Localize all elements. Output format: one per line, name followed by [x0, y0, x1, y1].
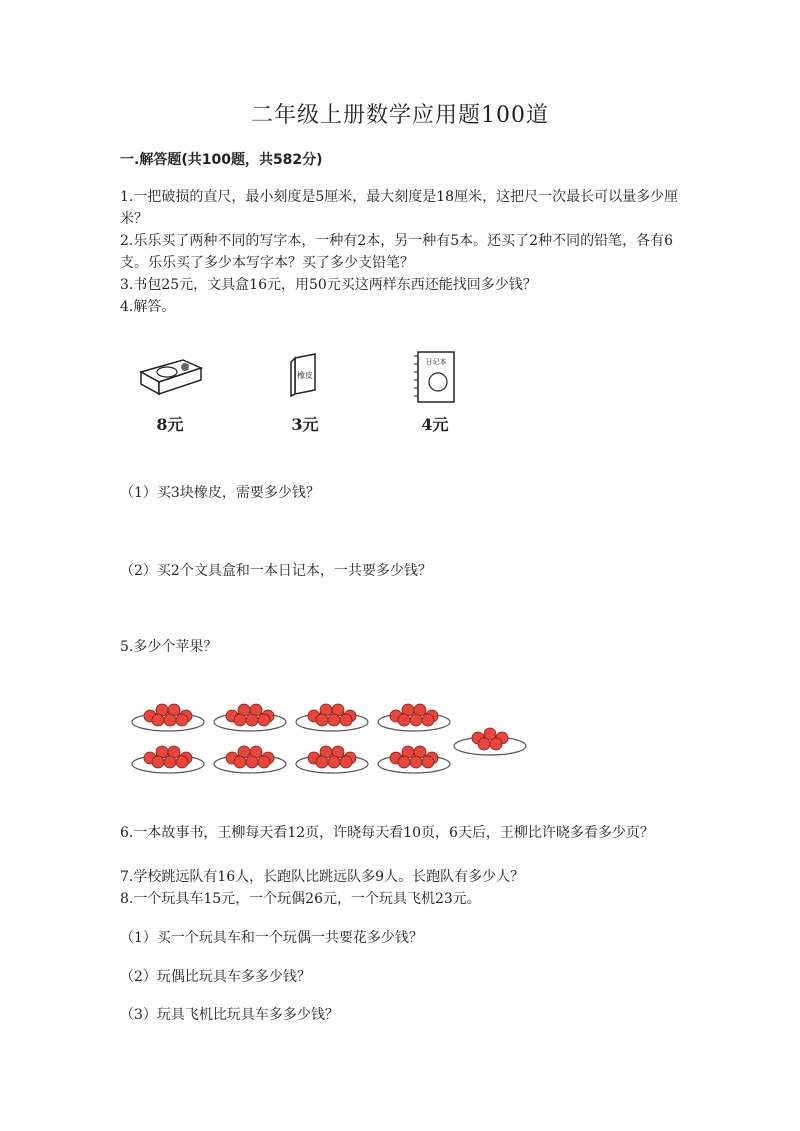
apple-icon: [316, 714, 328, 726]
apple-icon: [246, 714, 258, 726]
apple-icon: [164, 756, 176, 768]
apple-plates-illustration: [128, 688, 538, 788]
apple-icon: [328, 756, 340, 768]
question-8-part-2: （2）玩偶比玩具车多多少钱？: [120, 969, 311, 985]
apple-icon: [422, 756, 434, 768]
apple-icon: [152, 714, 164, 726]
question-4-part-1: （1）买3块橡皮，需要多少钱？: [120, 485, 320, 501]
apple-plate: [132, 746, 204, 773]
page-title: 二年级上册数学应用题100道: [251, 103, 549, 128]
apple-plate: [296, 704, 368, 731]
stationery-item: [260, 350, 350, 440]
apple-icon: [398, 714, 410, 726]
apple-plate: [214, 704, 286, 731]
apple-icon: [490, 738, 502, 750]
apple-plate: [378, 746, 450, 773]
question-5: 5.多少个苹果？: [120, 639, 218, 655]
question-4-part-2: （2）买2个文具盒和一本日记本，一共要多少钱？: [120, 563, 432, 579]
apple-plate: [132, 704, 204, 731]
apple-icon: [176, 714, 188, 726]
apple-plate: [296, 746, 368, 773]
apple-icon: [246, 756, 258, 768]
apple-icon: [422, 714, 434, 726]
apple-icon: [316, 756, 328, 768]
question-8-part-1: （1）买一个玩具车和一个玩偶一共要花多少钱？: [120, 930, 423, 946]
eraser-label: 橡皮: [297, 371, 313, 380]
apple-icon: [152, 756, 164, 768]
question-8-part-3: （3）玩具飞机比玩具车多多少钱？: [120, 1007, 339, 1023]
apple-icon: [176, 756, 188, 768]
apple-icon: [234, 714, 246, 726]
question-1: 1.一把破损的直尺，最小刻度是5厘米，最大刻度是18厘米，这把尺一次最长可以量多少厘米？: [120, 189, 679, 227]
apple-plate: [454, 728, 526, 755]
pencil-case-icon: [135, 350, 205, 400]
apple-icon: [410, 714, 422, 726]
price-label: 8元: [156, 415, 184, 434]
stationery-item: [125, 350, 215, 440]
price-label: 4元: [421, 415, 449, 434]
apple-icon: [328, 714, 340, 726]
notebook-label: 日记本: [425, 358, 447, 366]
stationery-item: [390, 350, 480, 440]
question-4: 4.解答。: [120, 299, 176, 315]
section-heading: 一.解答题(共100题，共582分): [120, 152, 323, 168]
apple-plate: [378, 704, 450, 731]
stationery-items: [125, 350, 485, 440]
apple-icon: [478, 738, 490, 750]
question-6: 6.一本故事书，王柳每天看12页，许晓每天看10页，6天后，王柳比许晓多看多少页？: [120, 825, 654, 841]
apple-icon: [398, 756, 410, 768]
question-7: 7.学校跳远队有16人，长跑队比跳远队多9人。长跑队有多少人？: [120, 869, 525, 885]
price-label: 3元: [291, 415, 319, 434]
apple-icon: [164, 714, 176, 726]
apple-icon: [258, 714, 270, 726]
notebook-icon: [410, 350, 460, 406]
eraser-icon: [285, 350, 325, 400]
apple-icon: [234, 756, 246, 768]
apple-plate: [214, 746, 286, 773]
apple-icon: [410, 756, 422, 768]
apple-icon: [340, 714, 352, 726]
apple-icon: [258, 756, 270, 768]
question-8: 8.一个玩具车15元，一个玩偶26元，一个玩具飞机23元。: [120, 891, 481, 907]
apple-icon: [340, 756, 352, 768]
question-3: 3.书包25元，文具盒16元，用50元买这两样东西还能找回多少钱？: [120, 277, 537, 293]
question-2: 2.乐乐买了两种不同的写字本，一种有2本，另一种有5本。还买了2种不同的铅笔，各有6支。乐乐买了多少本写字本？买了多少支铅笔？: [120, 233, 673, 271]
